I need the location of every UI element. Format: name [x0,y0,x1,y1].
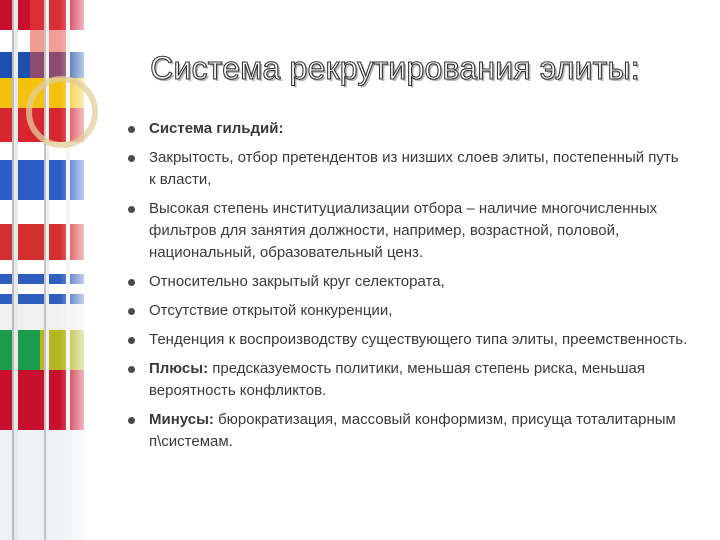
bullet-list [128,118,688,460]
list-item [128,271,688,293]
item-text: Относительно закрытый круг селектората, [149,273,445,290]
list-item [128,198,688,264]
item-text: Закрытость, отбор претендентов из низших слоев элиты, постепенный путь к власти, [149,149,679,188]
bullet-icon [128,308,135,315]
bullet-icon [128,366,135,373]
item-lead: Минусы: [149,411,214,428]
item-lead: Система гильдий: [149,120,284,137]
slide-title: Система рекрутирования элиты: [150,50,640,86]
bullet-icon [128,155,135,162]
bullet-icon [128,126,135,133]
list-item [128,409,688,453]
list-item [128,300,688,322]
list-item [128,358,688,402]
item-lead: Плюсы: [149,360,209,377]
list-item [128,118,688,140]
list-item [128,147,688,191]
bullet-icon [128,337,135,344]
decorative-ring [26,76,98,148]
bullet-icon [128,279,135,286]
item-text: Отсутствие открытой конкуренции, [149,302,393,319]
item-text: Высокая степень институциализации отбора – наличие многочисленных фильтров для занятия должности, например, возрастной, половой, национальный, образовательный ценз. [149,200,658,261]
bullet-icon [128,206,135,213]
item-text: Тенденция к воспроизводству существующего типа элиты, преемственность. [149,331,688,348]
item-text: предсказуемость политики, меньшая степень риска, меньшая вероятность конфликтов. [149,360,645,399]
item-text: бюрократизация, массовый конформизм, присуща тоталитарным п\системам. [149,411,676,450]
bullet-icon [128,417,135,424]
list-item [128,329,688,351]
